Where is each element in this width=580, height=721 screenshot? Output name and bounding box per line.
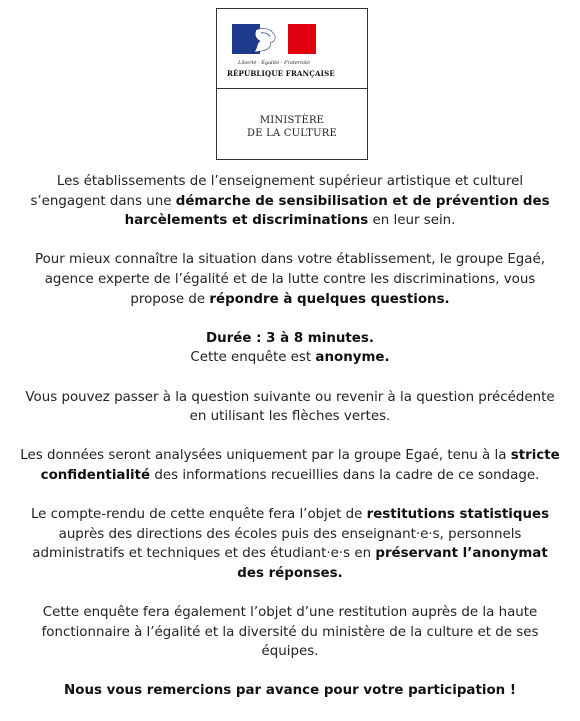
report-paragraph: Le compte-rendu de cette enquête fera l’objet de restitutions statistiques auprès des directions des écoles puis des enseignant·e·s, personnels administratifs et techniques et des étudiant·e·s en préservant l’anonymat des réponses. — [30, 507, 550, 581]
restitution-paragraph: Cette enquête fera également l’objet d’une restitution auprès de la haute fonctionnaire à l’égalité et la diversité du ministère de la culture et de ses équipes. — [41, 605, 539, 660]
flag-red-band — [288, 24, 316, 54]
republique-logo-block — [217, 9, 367, 89]
ministry-name-line-2: DE LA CULTURE — [247, 128, 337, 139]
republic-motto: Liberté · Égalité · Fraternité — [238, 60, 310, 66]
republic-name: RÉPUBLIQUE FRANÇAISE — [227, 69, 335, 78]
thanks-paragraph: Nous vous remercions par avance pour votre participation ! — [64, 683, 516, 699]
privacy-paragraph: Les données seront analysées uniquement par la groupe Egaé, tenu à la stricte confidentialité des informations recueillies dans la cadre de ce sondage. — [20, 448, 560, 483]
egae-paragraph: Pour mieux connaître la situation dans votre établissement, le groupe Egaé, agence experte de l’égalité et de la lutte contre les discriminations, vous propose de répondre à quelques questions. — [35, 252, 545, 307]
ministry-name — [217, 114, 367, 140]
duration-paragraph: Durée : 3 à 8 minutes. Cette enquête est anonyme. — [190, 330, 390, 366]
ministry-name-line-1: MINISTÈRE — [259, 115, 325, 126]
intro-paragraph: Les établissements de l’enseignement supérieur artistique et culturel s’engagent dans une démarche de sensibilisation et de prévention des harcèlements et discriminations en leur sein. — [30, 174, 550, 229]
marianne-flag-icon — [232, 24, 316, 54]
survey-intro-text — [20, 172, 560, 721]
navigation-paragraph: Vous pouvez passer à la question suivante ou revenir à la question précédente en utilisant les flèches vertes. — [25, 389, 555, 425]
ministry-logo — [216, 8, 368, 160]
